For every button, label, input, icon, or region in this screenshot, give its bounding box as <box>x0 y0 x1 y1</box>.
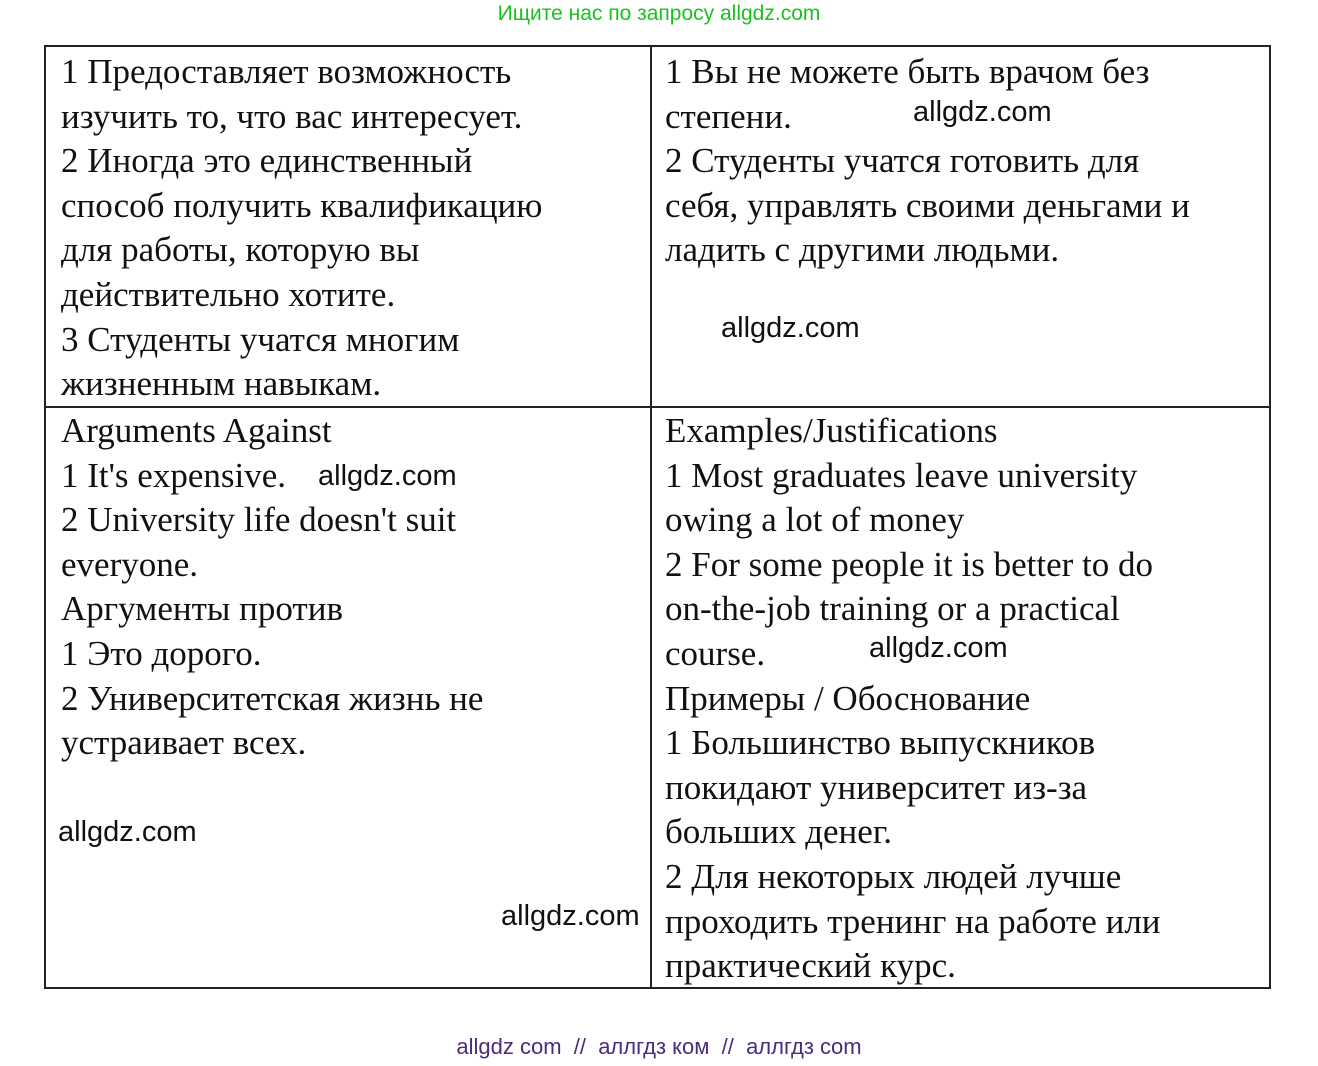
watermark: allgdz.com <box>318 460 457 492</box>
cell-top-left <box>61 50 542 407</box>
cell-line: 2 Студенты учатся готовить для <box>665 141 1140 181</box>
cell-line: Examples/Justifications <box>665 411 998 450</box>
cell-line: степени. <box>665 96 792 136</box>
cell-line: owing a lot of money <box>665 500 965 540</box>
cell-line: Аргументы против <box>61 589 343 629</box>
watermark: allgdz.com <box>869 632 1008 664</box>
cell-line: 2 Для некоторых людей лучше <box>665 856 1122 896</box>
cell-line: 1 Вы не можете быть врачом без <box>665 52 1150 91</box>
cell-line: способ получить квалификацию <box>61 185 543 225</box>
cell-line: устраивает всех. <box>61 723 307 763</box>
cell-line: on-the-job training or a practical <box>665 589 1120 629</box>
watermark: allgdz.com <box>58 816 197 848</box>
cell-line: практический курс. <box>665 946 956 986</box>
cell-line: Arguments Against <box>61 411 332 450</box>
cell-line: покидают университет из-за <box>665 767 1088 807</box>
cell-line: 2 For some people it is better to do <box>665 544 1153 584</box>
cell-line: 1 Most graduates leave university <box>665 455 1138 495</box>
cell-line: 1 Большинство выпускников <box>665 723 1096 763</box>
column-divider <box>650 47 652 987</box>
cell-line: для работы, которую вы <box>61 230 420 270</box>
cell-bottom-right <box>665 409 1161 989</box>
cell-line: 1 It's expensive. <box>61 455 287 495</box>
cell-line: course. <box>665 633 766 673</box>
cell-line: изучить то, что вас интересует. <box>61 96 523 136</box>
cell-line: 3 Студенты учатся многим <box>61 319 460 359</box>
cell-line: ладить с другими людьми. <box>665 230 1060 270</box>
cell-line: everyone. <box>61 544 199 584</box>
cell-line: 1 Это дорого. <box>61 633 262 673</box>
content-table <box>44 45 1271 989</box>
cell-top-right <box>665 50 1190 273</box>
cell-line: себя, управлять своими деньгами и <box>665 185 1190 225</box>
footer-watermark: allgdz com // аллгдз ком // аллгдз com <box>456 1034 862 1059</box>
cell-line: больших денег. <box>665 812 892 852</box>
cell-line: 1 Предоставляет возможность <box>61 52 512 91</box>
cell-line: действительно хотите. <box>61 274 396 314</box>
cell-line: 2 Университетская жизнь не <box>61 678 484 718</box>
watermark: allgdz.com <box>501 900 640 932</box>
watermark: allgdz.com <box>913 96 1052 128</box>
cell-line: проходить тренинг на работе или <box>665 901 1161 941</box>
watermark: allgdz.com <box>721 312 860 344</box>
cell-line: 2 Иногда это единственный <box>61 141 473 181</box>
cell-line: Примеры / Обоснование <box>665 678 1031 718</box>
top-banner: Ищите нас по запросу allgdz.com <box>497 2 821 25</box>
cell-line: 2 University life doesn't suit <box>61 500 457 540</box>
cell-line: жизненным навыкам. <box>61 364 382 404</box>
